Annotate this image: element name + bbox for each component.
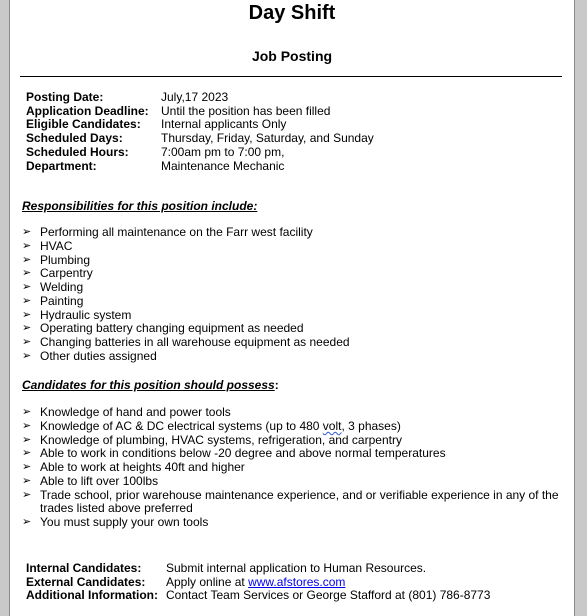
detail-value: Thursday, Friday, Saturday, and Sunday — [161, 131, 374, 146]
list-item: ➢ Performing all maintenance on the Farr west facility — [22, 225, 313, 239]
detail-row-scheduled-hours — [26, 146, 374, 160]
qualifications-heading: Candidates for this position should possess: — [22, 378, 279, 392]
contact-row-internal — [26, 562, 490, 576]
list-item: ➢ Able to work in conditions below -20 degree and above normal temperatures — [22, 446, 446, 461]
arrow-bullet-icon: ➢ — [22, 461, 32, 473]
list-item: ➢ HVAC — [22, 238, 73, 253]
detail-value: July,17 2023 — [161, 90, 229, 104]
list-item: ➢ Knowledge of hand and power tools — [22, 405, 231, 419]
arrow-bullet-icon: ➢ — [22, 322, 32, 335]
responsibilities-list — [22, 226, 567, 364]
arrow-bullet-icon: ➢ — [22, 294, 32, 307]
responsibilities-heading: Responsibilities for this position include: — [22, 199, 258, 213]
list-item: ➢ Changing batteries in all warehouse equipment as needed — [22, 335, 350, 349]
detail-row-posting-date — [26, 91, 374, 105]
arrow-bullet-icon: ➢ — [22, 488, 32, 501]
detail-value: Until the position has been filled — [161, 103, 331, 118]
document-page — [9, 0, 575, 616]
posting-details — [26, 91, 374, 173]
arrow-bullet-icon: ➢ — [22, 349, 32, 362]
list-item: ➢ Other duties assigned — [22, 348, 157, 363]
detail-row-application-deadline — [26, 105, 374, 119]
contact-value: Submit internal application to Human Resources. — [166, 561, 427, 575]
contact-information — [26, 562, 490, 603]
spellcheck-flagged-word: volt — [322, 418, 342, 433]
arrow-bullet-icon: ➢ — [22, 516, 32, 528]
list-item: ➢ Trade school, prior warehouse maintenance experience, and or verifiable experience in any of the trades listed above preferred — [22, 487, 559, 516]
contact-row-additional — [26, 589, 490, 603]
detail-row-eligible-candidates — [26, 118, 374, 132]
detail-label: Scheduled Days: — [26, 131, 123, 146]
arrow-bullet-icon: ➢ — [22, 267, 32, 280]
list-item: ➢ Able to work at heights 40ft and higher — [22, 460, 245, 474]
list-item: ➢ Hydraulic system — [22, 307, 132, 322]
list-item: ➢ Welding — [22, 280, 84, 294]
arrow-bullet-icon: ➢ — [22, 419, 32, 432]
contact-label: External Candidates: — [26, 574, 146, 589]
detail-label: Eligible Candidates: — [26, 117, 141, 132]
list-item: ➢ Carpentry — [22, 266, 93, 281]
page-subtitle: Job Posting — [251, 48, 333, 64]
apply-online-link[interactable]: www.afstores.com — [248, 574, 346, 589]
list-item: ➢ Painting — [22, 293, 84, 308]
detail-value: Internal applicants Only — [161, 117, 287, 132]
detail-value: 7:00am pm to 7:00 pm, — [161, 144, 285, 159]
list-item: ➢ Knowledge of AC & DC electrical systems (up to 480 volt, 3 phases) — [22, 418, 401, 433]
list-item: ➢ Plumbing — [22, 252, 91, 267]
detail-label: Department: — [26, 158, 97, 173]
arrow-bullet-icon: ➢ — [22, 336, 32, 348]
arrow-bullet-icon: ➢ — [22, 406, 32, 418]
contact-label: Internal Candidates: — [26, 561, 142, 575]
qualifications-list — [22, 406, 567, 530]
detail-label: Scheduled Hours: — [26, 144, 129, 159]
detail-row-scheduled-days — [26, 132, 374, 146]
detail-row-department — [26, 160, 374, 174]
arrow-bullet-icon: ➢ — [22, 281, 32, 293]
arrow-bullet-icon: ➢ — [22, 433, 32, 446]
list-item: ➢ Operating battery changing equipment as needed — [22, 321, 304, 336]
detail-label: Posting Date: — [26, 90, 104, 104]
list-item: ➢ Knowledge of plumbing, HVAC systems, refrigeration, and carpentry — [22, 432, 402, 447]
list-item: ➢ Able to lift over 100lbs — [22, 473, 159, 488]
contact-row-external — [26, 576, 490, 590]
contact-value: Contact Team Services or George Stafford at (801) 786-8773 — [166, 588, 491, 603]
detail-value: Maintenance Mechanic — [161, 158, 285, 173]
contact-label: Additional Information: — [26, 588, 158, 603]
horizontal-divider — [20, 76, 562, 77]
detail-label: Application Deadline: — [26, 103, 149, 118]
arrow-bullet-icon: ➢ — [22, 447, 32, 460]
arrow-bullet-icon: ➢ — [22, 474, 32, 487]
page-title: Day Shift — [248, 2, 336, 24]
arrow-bullet-icon: ➢ — [22, 308, 32, 321]
arrow-bullet-icon: ➢ — [22, 253, 32, 266]
arrow-bullet-icon: ➢ — [22, 226, 32, 238]
contact-value: Apply online at www.afstores.com — [166, 574, 346, 589]
arrow-bullet-icon: ➢ — [22, 239, 32, 252]
list-item: ➢ You must supply your own tools — [22, 515, 209, 529]
